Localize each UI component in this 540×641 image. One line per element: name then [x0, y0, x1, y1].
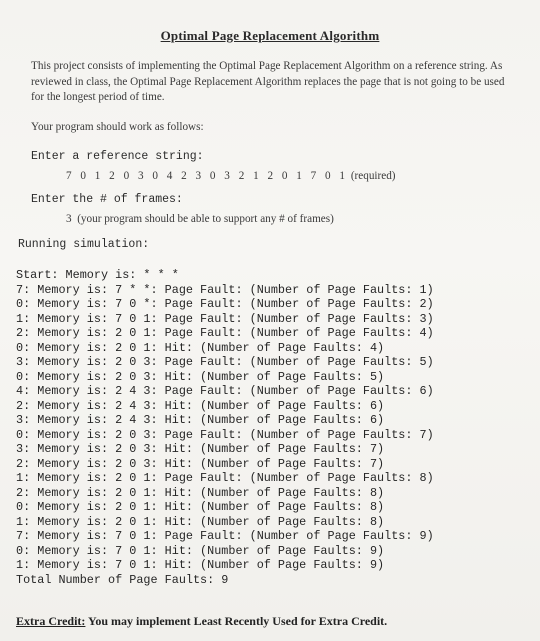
log-line: 7: Memory is: 7 0 1: Page Fault: (Number of Page Faults: 9) [16, 529, 434, 543]
reference-line [66, 166, 396, 184]
log-line: 1: Memory is: 2 0 1: Page Fault: (Number of Page Faults: 8) [16, 471, 434, 485]
log-line: 2: Memory is: 2 0 1: Hit: (Number of Page Faults: 8) [16, 485, 385, 500]
log-line: Total Number of Page Faults: 9 [16, 572, 229, 587]
log-line: 1: Memory is: 7 0 1: Page Fault: (Number of Page Faults: 3) [16, 311, 434, 326]
instructions-text: Your program should work as follows: [31, 121, 204, 133]
log-line: 2: Memory is: 2 0 3: Hit: (Number of Page Faults: 7) [16, 456, 385, 471]
log-line: 1: Memory is: 7 0 1: Hit: (Number of Page Faults: 9) [16, 558, 385, 572]
extra-credit-note [16, 614, 387, 629]
frames-note: (your program should be able to support any # of frames) [77, 213, 334, 225]
log-line: 0: Memory is: 7 0 1: Hit: (Number of Page Faults: 9) [16, 543, 385, 558]
log-line: 3: Memory is: 2 4 3: Hit: (Number of Page Faults: 6) [16, 413, 385, 427]
log-line: 0: Memory is: 7 0 *: Page Fault: (Number of Page Faults: 2) [16, 297, 434, 311]
log-line: 3: Memory is: 2 0 3: Hit: (Number of Page Faults: 7) [16, 442, 385, 456]
log-line: 2: Memory is: 2 0 1: Page Fault: (Number of Page Faults: 4) [16, 326, 434, 340]
extra-credit-label: Extra Credit: [16, 614, 86, 628]
log-line: 3: Memory is: 2 0 3: Page Fault: (Number of Page Faults: 5) [16, 355, 434, 369]
log-line: 0: Memory is: 2 0 3: Hit: (Number of Page Faults: 5) [16, 369, 385, 384]
reference-prompt: Enter a reference string: [31, 150, 204, 163]
log-line: Start: Memory is: * * * [16, 268, 179, 282]
log-line: 0: Memory is: 2 0 3: Page Fault: (Number of Page Faults: 7) [16, 427, 434, 442]
log-line: 0: Memory is: 2 0 1: Hit: (Number of Page Faults: 8) [16, 500, 385, 514]
page-title: Optimal Page Replacement Algorithm [160, 28, 380, 43]
reference-note: (required) [350, 170, 396, 182]
simulation-log [16, 268, 526, 587]
extra-credit-text: You may implement Least Recently Used for Extra Credit. [88, 614, 388, 628]
running-simulation-label: Running simulation: [18, 238, 150, 251]
reference-string-value: 7 0 1 2 0 3 0 4 2 3 0 3 2 1 2 0 1 7 0 1 [66, 170, 349, 182]
log-line: 2: Memory is: 2 4 3: Hit: (Number of Page Faults: 6) [16, 398, 385, 413]
intro-paragraph: This project consists of implementing the Optimal Page Replacement Algorithm on a reference string. As reviewed in class, the Optimal Page Replacement Algorithm replaces the page that is not going to be used for the longest period of time. [31, 60, 505, 103]
log-line: 0: Memory is: 2 0 1: Hit: (Number of Page Faults: 4) [16, 340, 385, 355]
frames-line [66, 209, 334, 227]
log-line: 1: Memory is: 2 0 1: Hit: (Number of Page Faults: 8) [16, 514, 385, 529]
frames-value: 3 [66, 213, 72, 225]
log-line: 4: Memory is: 2 4 3: Page Fault: (Number of Page Faults: 6) [16, 384, 434, 398]
frames-prompt: Enter the # of frames: [31, 193, 183, 206]
log-line: 7: Memory is: 7 * *: Page Fault: (Number of Page Faults: 1) [16, 282, 434, 297]
